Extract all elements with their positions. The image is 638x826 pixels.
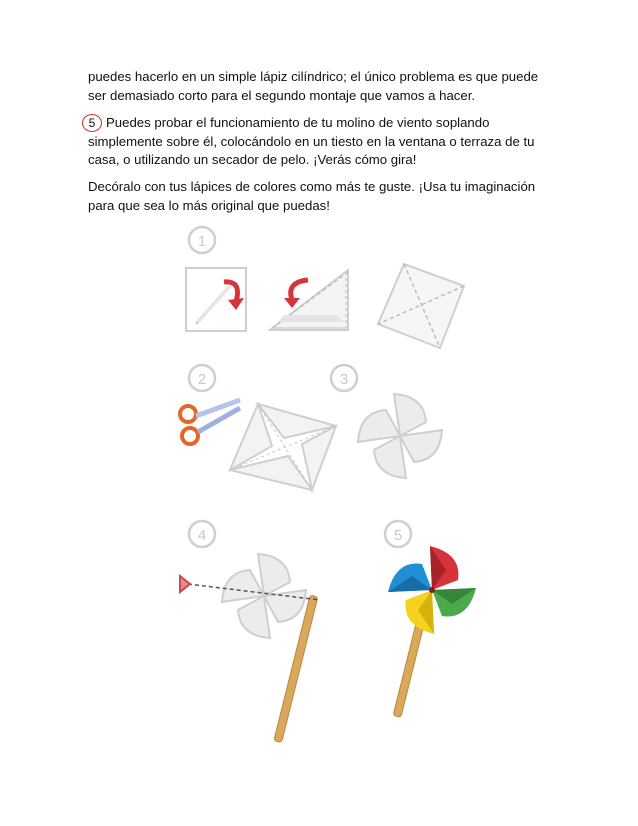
red-fold-arrow-icon: [291, 280, 308, 300]
colored-pinwheel: [388, 546, 476, 717]
paragraph-intro: puedes hacerlo en un simple lápiz cilíndrico; el único problema es que puede ser demasiado corto para el segundo montaje que vamos a hacer.: [88, 69, 539, 103]
step-1-number: [189, 227, 215, 253]
step-5-number: [385, 521, 411, 547]
folding-triangle: [270, 270, 348, 330]
folded-diamond: [378, 264, 464, 348]
folding-square-1: [186, 268, 246, 331]
pin-icon: [180, 576, 190, 592]
paragraph-step-5-text: Puedes probar el funcionamiento de tu molino de viento soplando simplemente sobre él, colocándolo en un tiesto en la ventana o terraza de tu casa, o utilizando un secador de pelo. ¡Verás cómo gira!: [88, 115, 535, 167]
step-4-label: 4: [197, 527, 207, 544]
step-4-number: [189, 521, 215, 547]
gray-pinwheel: [358, 394, 442, 478]
step-2-label: 2: [197, 371, 207, 388]
step-5-label: 5: [393, 527, 403, 544]
scissors-icon: [180, 400, 240, 444]
cut-square: [230, 404, 336, 490]
pinwheel-assembly: [180, 554, 320, 743]
paragraph-step-5: [88, 114, 558, 170]
step-5-badge: 5: [82, 114, 102, 132]
step-1-label: 1: [197, 233, 207, 250]
step-3-number: [331, 365, 357, 391]
pinwheel-instructions-illustration: [160, 220, 500, 750]
step-2-number: [189, 365, 215, 391]
step-3-label: 3: [339, 371, 349, 388]
paragraph-decorate: Decóralo con tus lápices de colores como más te guste. ¡Usa tu imaginación para que sea lo más original que puedas!: [88, 179, 536, 213]
